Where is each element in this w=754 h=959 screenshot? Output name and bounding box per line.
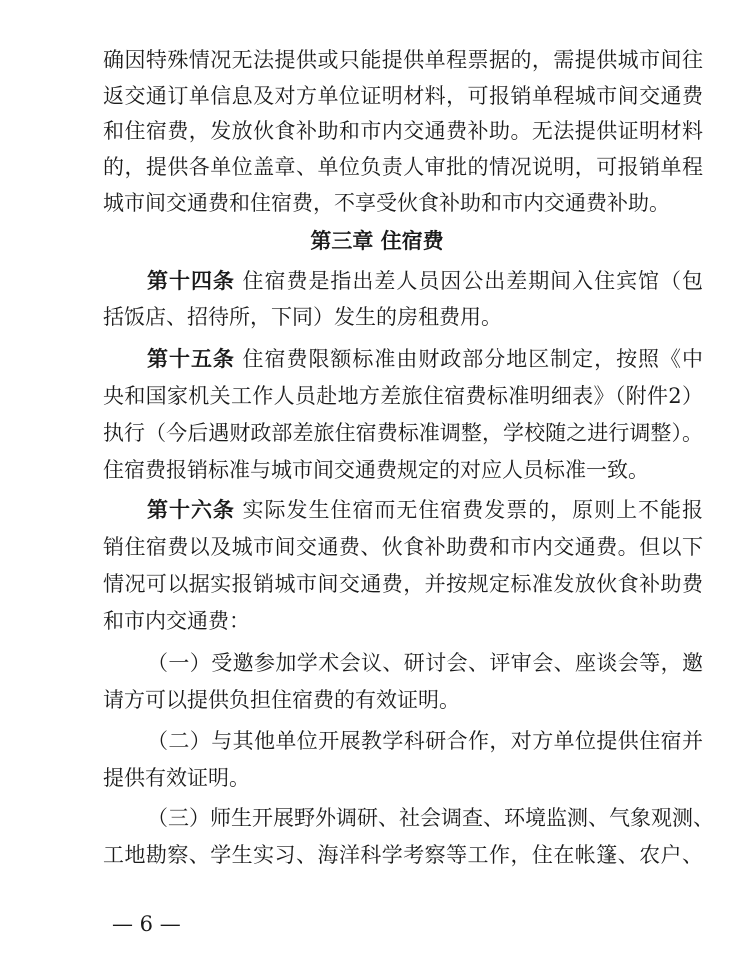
chapter-heading: 第三章 住宿费 [310, 229, 444, 253]
art15-label: 第十五条 [147, 347, 235, 371]
art14-text-1: 住宿费是指出差人员因公出差期间入住宾馆（包 [242, 269, 703, 293]
art15-line-4: 住宿费报销标准与城市间交通费规定的对应人员标准一致。 [103, 458, 649, 482]
item1-line-1: （一）受邀参加学术会议、研讨会、评审会、座谈会等，邀 [147, 651, 703, 675]
art15-line-3: 执行（今后遇财政部差旅住宿费标准调整，学校随之进行调整）。 [103, 421, 703, 445]
art16-line-3: 情况可以据实报销城市间交通费，并按规定标准发放伙食补助费 [103, 572, 703, 596]
para1-line-1: 确因特殊情况无法提供或只能提供单程票据的，需提供城市间往 [103, 48, 703, 72]
art15-text-1: 住宿费限额标准由财政部分地区制定，按照《中 [242, 347, 703, 371]
para1-line-5: 城市间交通费和住宿费，不享受伙食补助和市内交通费补助。 [103, 191, 670, 215]
art16-line-2: 销住宿费以及城市间交通费、伙食补助费和市内交通费。但以下 [103, 535, 703, 559]
para1-line-4: 的，提供各单位盖章、单位负责人审批的情况说明，可报销单程 [103, 155, 703, 179]
art14-label: 第十四条 [147, 269, 235, 293]
item2-line-1: （二）与其他单位开展教学科研合作，对方单位提供住宿并 [147, 729, 703, 753]
art16-text-1: 实际发生住宿而无住宿费发票的，原则上不能报 [242, 498, 703, 522]
item1-line-2: 请方可以提供负担住宿费的有效证明。 [103, 688, 460, 712]
item2-line-2: 提供有效证明。 [103, 766, 250, 790]
art14-line-2: 括饭店、招待所，下同）发生的房租费用。 [103, 305, 502, 329]
art16-line-1 [147, 496, 703, 524]
art15-line-2: 央和国家机关工作人员赴地方差旅住宿费标准明细表》（附件2） [103, 384, 703, 408]
art16-label: 第十六条 [147, 498, 235, 522]
para1-line-3: 和住宿费，发放伙食补助和市内交通费补助。无法提供证明材料 [103, 119, 703, 143]
art15-line-1 [147, 345, 703, 373]
para1-line-2: 返交通订单信息及对方单位证明材料，可报销单程城市间交通费 [103, 84, 703, 108]
item3-line-2: 工地勘察、学生实习、海洋科学考察等工作，住在帐篷、农户、 [103, 843, 703, 867]
art14-line-1 [147, 267, 703, 295]
art16-line-4: 和市内交通费： [103, 609, 250, 633]
page-number: — 6 — [112, 912, 181, 936]
item3-line-1: （三）师生开展野外调研、社会调查、环境监测、气象观测、 [147, 806, 714, 830]
